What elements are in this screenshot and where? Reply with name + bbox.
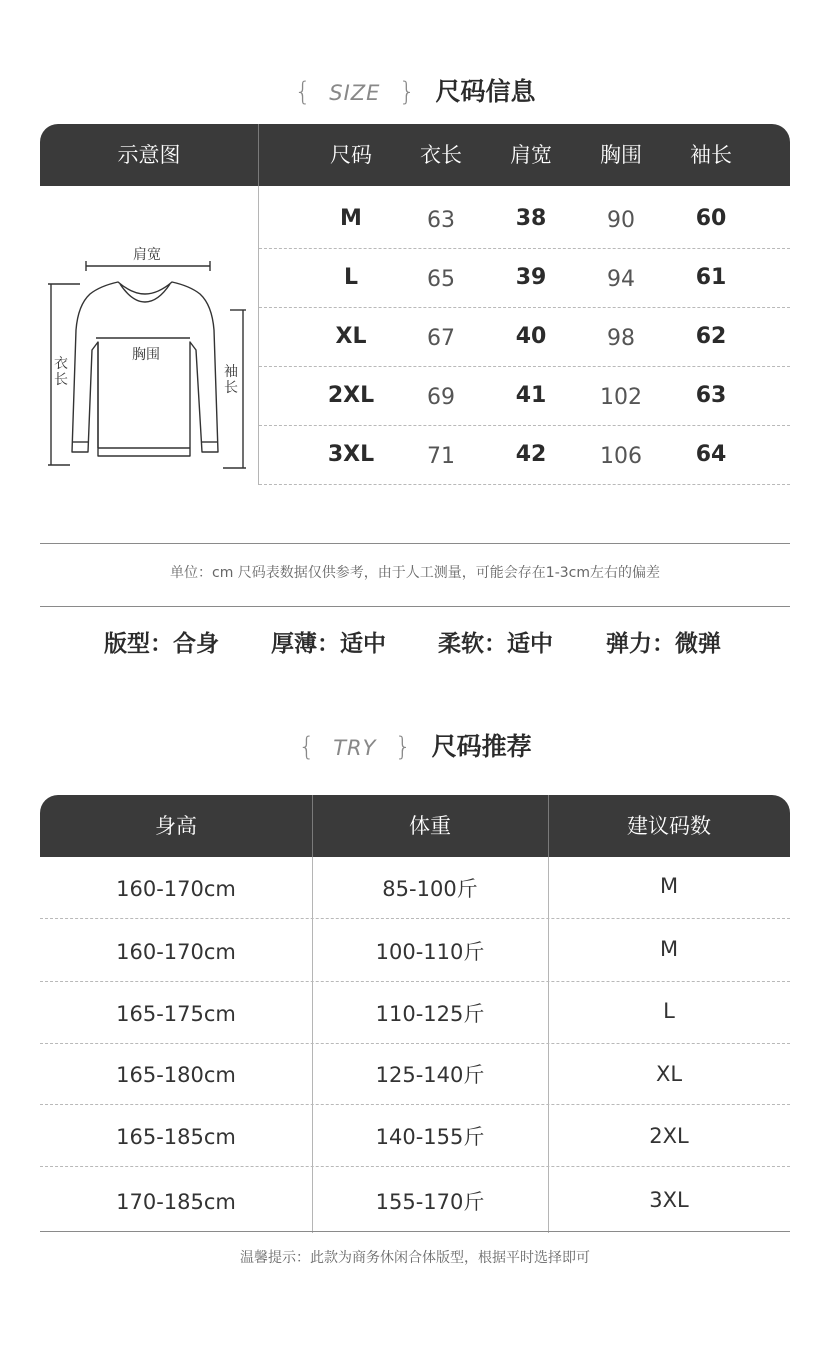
- try-zh-title: 尺码推荐: [431, 732, 532, 761]
- size-note: 单位：cm 尺码表数据仅供参考，由于人工测量，可能会存在1-3cm左右的偏差: [170, 565, 660, 581]
- cell-shoulder: 41: [515, 383, 547, 408]
- cell-height: 160-170cm: [116, 940, 236, 964]
- brace-close: }: [394, 732, 412, 762]
- divider-bottom: [40, 606, 790, 607]
- cell-height: 165-175cm: [116, 1002, 236, 1026]
- cell-sleeve: 60: [695, 206, 727, 231]
- table-row: [40, 1170, 790, 1232]
- cell-height: 165-180cm: [116, 1063, 236, 1087]
- brace-open: {: [298, 732, 315, 762]
- try-en-title: TRY: [333, 736, 377, 760]
- header-chest: 胸围: [600, 143, 642, 167]
- cell-weight: 85-100斤: [382, 877, 478, 901]
- cell-sleeve: 61: [695, 265, 727, 290]
- cell-sleeve: 63: [695, 383, 727, 408]
- cell-length: 69: [427, 385, 455, 410]
- attr-thickness: 厚薄：适中: [271, 631, 386, 657]
- table-row: [259, 249, 790, 308]
- table-row: [259, 367, 790, 426]
- cell-shoulder: 40: [515, 324, 547, 349]
- cell-suggested-size: M: [659, 874, 679, 898]
- table-row: [259, 190, 790, 249]
- brace-open: {: [294, 77, 311, 107]
- header-shoulder: 肩宽: [510, 143, 552, 167]
- table-row: [40, 920, 790, 982]
- table-row: [40, 1043, 790, 1105]
- cell-size: 2XL: [327, 383, 375, 408]
- attr-fit: 版型：合身: [104, 631, 219, 657]
- size-table-header: [40, 124, 790, 186]
- cell-length: 71: [427, 444, 455, 469]
- cell-height: 170-185cm: [116, 1190, 236, 1214]
- size-section-title: [0, 72, 830, 108]
- cell-suggested-size: 2XL: [649, 1124, 689, 1148]
- cell-height: 160-170cm: [116, 877, 236, 901]
- diagram-label-sleeve: 袖长: [224, 364, 238, 396]
- header-length: 衣长: [420, 143, 462, 167]
- header-diagram: 示意图: [117, 143, 181, 167]
- header-size: 尺码: [330, 143, 372, 167]
- cell-chest: 90: [607, 208, 635, 233]
- header-sleeve: 袖长: [690, 143, 732, 167]
- cell-suggested-size: L: [663, 999, 675, 1023]
- try-section-title: [0, 727, 830, 763]
- divider-top: [40, 543, 790, 544]
- try-table-header: [40, 795, 790, 857]
- attr-elasticity: 弹力：微弹: [606, 631, 721, 657]
- cell-shoulder: 39: [515, 265, 547, 290]
- try-note: 温馨提示：此款为商务休闲合体版型，根据平时选择即可: [240, 1250, 590, 1266]
- cell-suggested-size: M: [659, 937, 679, 961]
- header-divider: [258, 124, 259, 186]
- cell-suggested-size: XL: [655, 1062, 683, 1086]
- cell-height: 165-185cm: [116, 1125, 236, 1149]
- cell-sleeve: 64: [695, 442, 727, 467]
- cell-size: M: [340, 206, 362, 231]
- cell-weight: 155-170斤: [375, 1190, 485, 1214]
- cell-chest: 94: [607, 267, 635, 292]
- header-weight: 体重: [409, 814, 451, 838]
- cell-size: 3XL: [327, 442, 375, 467]
- cell-weight: 125-140斤: [375, 1063, 485, 1087]
- cell-weight: 100-110斤: [375, 940, 485, 964]
- cell-size: XL: [335, 324, 367, 349]
- cell-size: L: [343, 265, 359, 290]
- cell-shoulder: 42: [515, 442, 547, 467]
- table-row: [40, 982, 790, 1044]
- table-row: [40, 857, 790, 919]
- cell-suggested-size: 3XL: [649, 1188, 689, 1212]
- sweater-diagram: [40, 230, 258, 480]
- cell-length: 63: [427, 208, 455, 233]
- diagram-label-chest: 胸围: [132, 347, 160, 363]
- size-zh-title: 尺码信息: [435, 77, 536, 106]
- cell-weight: 110-125斤: [375, 1002, 485, 1026]
- cell-sleeve: 62: [695, 324, 727, 349]
- cell-chest: 102: [600, 385, 642, 410]
- header-suggested-size: 建议码数: [627, 814, 711, 838]
- table-row: [259, 426, 790, 485]
- table-row: [259, 308, 790, 367]
- cell-weight: 140-155斤: [375, 1125, 485, 1149]
- cell-shoulder: 38: [515, 206, 547, 231]
- header-height: 身高: [155, 814, 197, 838]
- cell-length: 65: [427, 267, 455, 292]
- diagram-label-length: 衣长: [54, 356, 68, 388]
- table-row: [40, 1105, 790, 1167]
- product-attributes: [0, 625, 830, 665]
- diagram-label-shoulder: 肩宽: [133, 247, 161, 263]
- cell-length: 67: [427, 326, 455, 351]
- size-en-title: SIZE: [329, 81, 381, 105]
- attr-softness: 柔软：适中: [438, 631, 553, 657]
- cell-chest: 98: [607, 326, 635, 351]
- brace-close: }: [398, 77, 416, 107]
- cell-chest: 106: [600, 444, 642, 469]
